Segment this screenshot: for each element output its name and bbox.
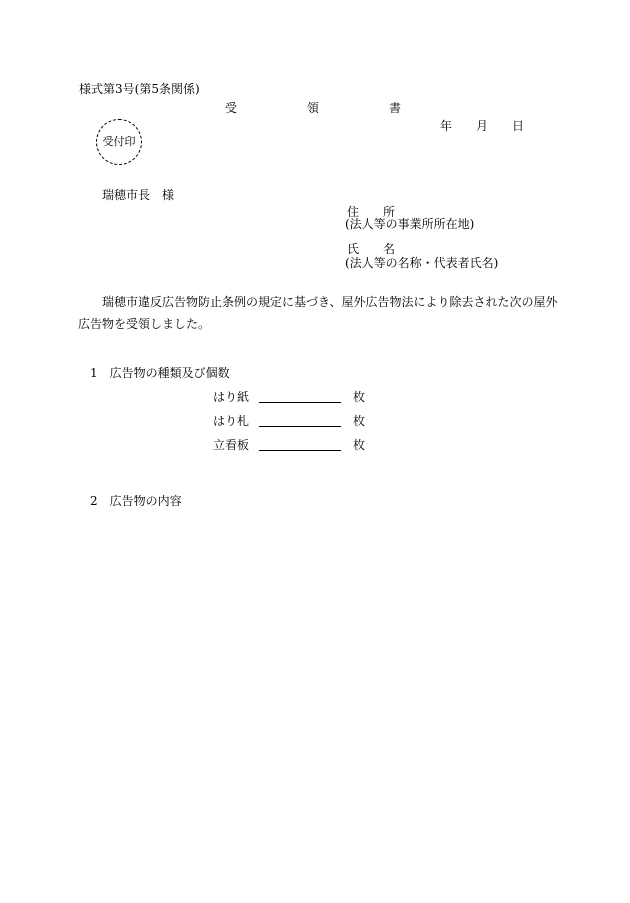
section1-heading: 1 広告物の種類及び個数 <box>90 366 230 380</box>
reception-stamp <box>96 119 142 165</box>
item-blank-2 <box>259 426 341 427</box>
item-blank-3 <box>259 450 341 451</box>
address-note: (法人等の事業所所在地) <box>345 217 475 231</box>
stamp-label: 受付印 <box>102 135 136 149</box>
form-number: 様式第3号(第5条関係) <box>79 82 200 96</box>
body-text: 瑞穂市違反広告物防止条例の規定に基づき、屋外広告物法により除去された次の屋外広告物を受領しました。 <box>78 295 558 331</box>
item-unit-2: 枚 <box>353 414 366 428</box>
item-unit-1: 枚 <box>353 390 366 404</box>
item-unit-3: 枚 <box>353 438 366 452</box>
item-label-2: はり札 <box>213 414 250 428</box>
date-month: 月 <box>476 119 489 133</box>
date-year: 年 <box>440 119 453 133</box>
addressee: 瑞穂市長 様 <box>102 188 175 202</box>
title-char-3: 書 <box>389 101 402 115</box>
item-label-1: はり紙 <box>213 390 250 404</box>
section2-heading: 2 広告物の内容 <box>90 494 182 508</box>
name-note: (法人等の名称・代表者氏名) <box>345 256 499 270</box>
date-day: 日 <box>512 119 525 133</box>
name-label: 氏 名 <box>347 242 396 256</box>
item-blank-1 <box>259 402 341 403</box>
address-label: 住 所 <box>347 205 396 219</box>
title-char-1: 受 <box>225 101 238 115</box>
title-char-2: 領 <box>307 101 320 115</box>
item-label-3: 立看板 <box>213 438 250 452</box>
